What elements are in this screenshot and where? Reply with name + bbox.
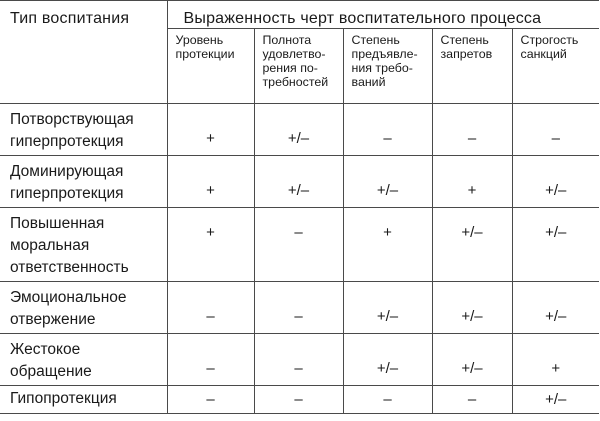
value-cell: –	[167, 334, 254, 386]
header-row	[0, 1, 599, 29]
value-cell: –	[343, 104, 432, 156]
value-cell: +/–	[254, 104, 343, 156]
subheader-line: ния требо-	[351, 61, 413, 75]
value-cell: +	[343, 208, 432, 282]
subheader-line: предъявле-	[351, 47, 418, 61]
row-label-line: моральная	[10, 237, 90, 254]
subheader-line: ваний	[351, 75, 386, 89]
table-row	[0, 334, 599, 386]
row-label-line: гиперпротекция	[10, 185, 124, 202]
row-label-line: обращение	[10, 363, 92, 380]
table-row	[0, 208, 599, 282]
row-label-line: Эмоциональное	[10, 289, 127, 306]
value-cell: +/–	[512, 282, 599, 334]
value-cell: –	[512, 104, 599, 156]
value-cell: –	[432, 386, 512, 414]
row-label	[0, 282, 167, 334]
value-cell: –	[167, 386, 254, 414]
value-cell: +/–	[432, 208, 512, 282]
value-cell: +	[167, 156, 254, 208]
value-cell: +/–	[343, 282, 432, 334]
subheader-needs	[254, 29, 343, 104]
row-label-line: Гипопротекция	[10, 390, 117, 407]
value-cell: –	[254, 208, 343, 282]
table-row	[0, 386, 599, 414]
subheader-line: Полнота	[262, 33, 312, 47]
subheader-line: требностей	[262, 75, 329, 89]
subheader-line: рения по-	[262, 61, 318, 75]
row-label	[0, 208, 167, 282]
row-label-line: Потворствующая	[10, 111, 134, 128]
row-label	[0, 104, 167, 156]
subheader-line: Уровень	[175, 33, 224, 47]
subheader-sanctions	[512, 29, 599, 104]
value-cell: +/–	[512, 386, 599, 414]
header-span-cell	[167, 1, 599, 29]
value-cell: +/–	[254, 156, 343, 208]
value-cell: –	[254, 282, 343, 334]
value-cell: –	[254, 334, 343, 386]
row-label	[0, 334, 167, 386]
value-cell: +/–	[432, 282, 512, 334]
row-label-line: гиперпротекция	[10, 133, 124, 150]
row-label-line: Повышенная	[10, 215, 105, 232]
value-cell: –	[432, 104, 512, 156]
subheader-line: Строгость	[520, 33, 579, 47]
subheader-demands	[343, 29, 432, 104]
subheader-line: Степень	[440, 33, 489, 47]
subheader-line: запретов	[440, 47, 493, 61]
row-label-line: Доминирующая	[10, 163, 124, 180]
value-cell: +	[432, 156, 512, 208]
row-label	[0, 386, 167, 414]
row-label-line: отвержение	[10, 311, 96, 328]
subheader-line: удовлетво-	[262, 47, 326, 61]
header-type-label: Тип воспитания	[10, 10, 130, 27]
table-row	[0, 156, 599, 208]
table-row	[0, 104, 599, 156]
value-cell: +/–	[512, 156, 599, 208]
value-cell: –	[254, 386, 343, 414]
value-cell: +/–	[512, 208, 599, 282]
subheader-line: санкций	[520, 47, 567, 61]
value-cell: +	[512, 334, 599, 386]
value-cell: –	[167, 282, 254, 334]
value-cell: +/–	[343, 334, 432, 386]
row-label-line: Жестокое	[10, 341, 81, 358]
subheader-prohibitions	[432, 29, 512, 104]
header-type-cell	[0, 1, 167, 104]
row-label-line: ответственность	[10, 259, 129, 276]
value-cell: +	[167, 208, 254, 282]
header-span-label: Выраженность черт воспитательного процесса	[183, 10, 542, 27]
table-row	[0, 282, 599, 334]
subheader-line: протекции	[175, 47, 235, 61]
value-cell: +	[167, 104, 254, 156]
value-cell: +/–	[432, 334, 512, 386]
subheader-line: Степень	[351, 33, 400, 47]
value-cell: +/–	[343, 156, 432, 208]
value-cell: –	[343, 386, 432, 414]
row-label	[0, 156, 167, 208]
subheader-protection	[167, 29, 254, 104]
